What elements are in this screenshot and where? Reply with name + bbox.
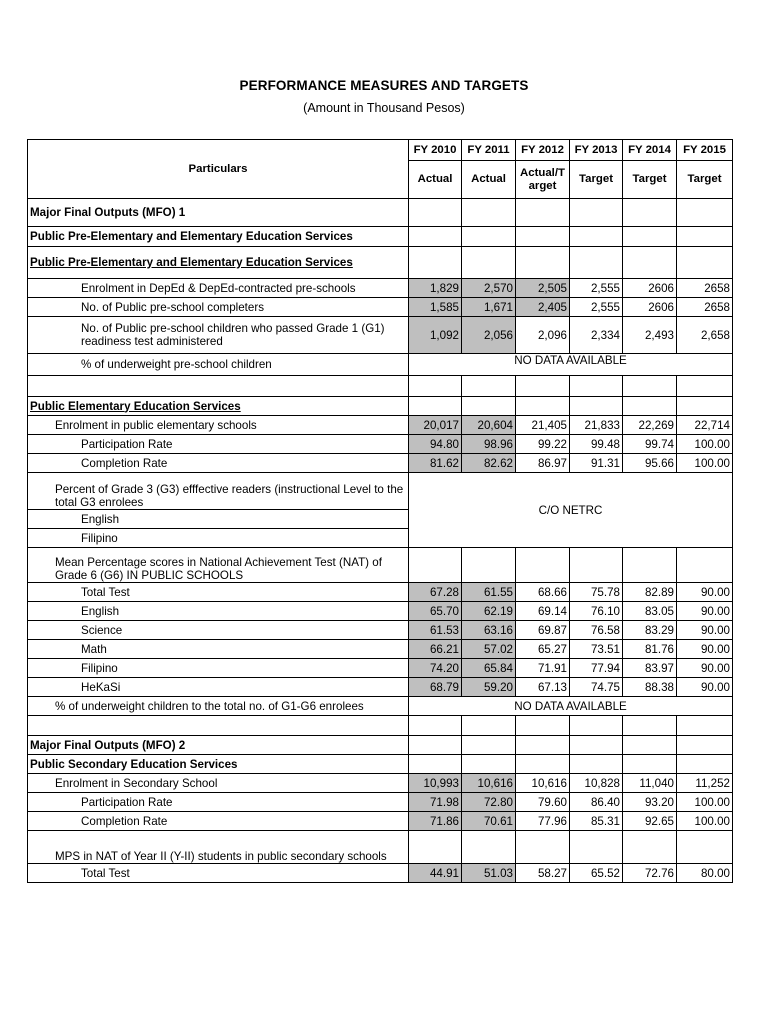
cell-value: 69.14 <box>516 602 570 621</box>
cell-value: 2,555 <box>570 298 623 317</box>
row-label: Math <box>28 640 409 659</box>
cell-value: 2606 <box>623 298 677 317</box>
cell-value: 2606 <box>623 279 677 298</box>
row-label: Total Test <box>28 583 409 602</box>
row-label: MPS in NAT of Year II (Y-II) students in public secondary schools <box>28 831 409 864</box>
cell-value: 90.00 <box>677 678 733 697</box>
table-row <box>28 736 733 755</box>
row-label: Completion Rate <box>28 812 409 831</box>
table-row <box>28 548 733 583</box>
year-header: FY 2013 <box>570 140 623 161</box>
cell-value: 68.66 <box>516 583 570 602</box>
cell-value: 74.75 <box>570 678 623 697</box>
cell-value: 98.96 <box>462 435 516 454</box>
cell-value: 77.96 <box>516 812 570 831</box>
cell-value: 82.89 <box>623 583 677 602</box>
table-row <box>28 199 733 227</box>
row-label: No. of Public pre-school children who passed Grade 1 (G1) readiness test administered <box>28 317 409 354</box>
row-label: % of underweight pre-school children <box>28 354 409 376</box>
cell-value: 99.74 <box>623 435 677 454</box>
table-row <box>28 774 733 793</box>
table-row <box>28 602 733 621</box>
cell-value: 100.00 <box>677 812 733 831</box>
cell-value: 2,658 <box>677 317 733 354</box>
type-header: Target <box>677 161 733 199</box>
cell-value: 72.80 <box>462 793 516 812</box>
table-row <box>28 793 733 812</box>
cell-value: 68.79 <box>409 678 462 697</box>
row-label: Enrolment in Secondary School <box>28 774 409 793</box>
cell-value: 2658 <box>677 279 733 298</box>
cell-value: 10,828 <box>570 774 623 793</box>
cell-value: 99.48 <box>570 435 623 454</box>
row-label: No. of Public pre-school completers <box>28 298 409 317</box>
table-row <box>28 454 733 473</box>
row-label: Total Test <box>28 864 409 883</box>
table-row <box>28 716 733 736</box>
cell-value: 90.00 <box>677 659 733 678</box>
row-label: Science <box>28 621 409 640</box>
cell-value: 90.00 <box>677 621 733 640</box>
header-row-years <box>28 140 733 161</box>
cell-value: 71.86 <box>409 812 462 831</box>
cell-value: 2,555 <box>570 279 623 298</box>
cell-value: 100.00 <box>677 454 733 473</box>
cell-value: 90.00 <box>677 640 733 659</box>
table-row <box>28 227 733 247</box>
spacer-cell <box>28 716 409 736</box>
cell-value: 85.31 <box>570 812 623 831</box>
cell-value: 11,252 <box>677 774 733 793</box>
cell-value: 61.53 <box>409 621 462 640</box>
cell-value: 65.27 <box>516 640 570 659</box>
row-label: Participation Rate <box>28 793 409 812</box>
row-label: Filipino <box>28 529 409 548</box>
cell-value: 1,829 <box>409 279 462 298</box>
table-row <box>28 659 733 678</box>
cell-value: 91.31 <box>570 454 623 473</box>
spacer-cell <box>28 376 409 397</box>
table-row <box>28 755 733 774</box>
cell-value: 63.16 <box>462 621 516 640</box>
cell-value: 22,269 <box>623 416 677 435</box>
cell-value: 2,493 <box>623 317 677 354</box>
cell-value: 88.38 <box>623 678 677 697</box>
cell-value: 21,405 <box>516 416 570 435</box>
table-row <box>28 697 733 716</box>
row-label: Completion Rate <box>28 454 409 473</box>
year-header: FY 2010 <box>409 140 462 161</box>
page-subtitle: (Amount in Thousand Pesos) <box>303 101 465 115</box>
cell-value: 86.97 <box>516 454 570 473</box>
cell-value: 80.00 <box>677 864 733 883</box>
cell-value: 66.21 <box>409 640 462 659</box>
section-heading: Major Final Outputs (MFO) 2 <box>28 736 409 755</box>
table-row <box>28 397 733 416</box>
type-header: Actual/Target <box>516 161 570 199</box>
cell-value: 90.00 <box>677 583 733 602</box>
cell-value: 73.51 <box>570 640 623 659</box>
cell-value: 2,405 <box>516 298 570 317</box>
cell-value: 57.02 <box>462 640 516 659</box>
cell-value: 94.80 <box>409 435 462 454</box>
table-row <box>28 298 733 317</box>
cell-value: 21,833 <box>570 416 623 435</box>
cell-value: 67.28 <box>409 583 462 602</box>
table-row <box>28 640 733 659</box>
cell-value: 10,616 <box>462 774 516 793</box>
cell-value: 100.00 <box>677 793 733 812</box>
performance-table <box>27 139 733 883</box>
cell-value: 1,585 <box>409 298 462 317</box>
year-header: FY 2015 <box>677 140 733 161</box>
cell-value: 22,714 <box>677 416 733 435</box>
cell-value: 61.55 <box>462 583 516 602</box>
type-header: Actual <box>462 161 516 199</box>
cell-value: 100.00 <box>677 435 733 454</box>
cell-value: 10,993 <box>409 774 462 793</box>
cell-value: 83.29 <box>623 621 677 640</box>
cell-value: 76.58 <box>570 621 623 640</box>
table-row <box>28 678 733 697</box>
section-heading: Public Pre-Elementary and Elementary Education Services <box>28 247 409 279</box>
row-label: % of underweight children to the total no. of G1-G6 enrolees <box>28 697 409 716</box>
cell-value: 2,334 <box>570 317 623 354</box>
cell-value: 95.66 <box>623 454 677 473</box>
row-label: Percent of Grade 3 (G3) efffective readers (instructional Level to the total G3 enrolees <box>28 473 409 510</box>
cell-value: 86.40 <box>570 793 623 812</box>
cell-value: 20,604 <box>462 416 516 435</box>
row-label: Enrolment in DepEd & DepEd-contracted pre-schools <box>28 279 409 298</box>
type-header: Target <box>570 161 623 199</box>
cell-value: 72.76 <box>623 864 677 883</box>
table-row <box>28 376 733 397</box>
cell-value: 82.62 <box>462 454 516 473</box>
cell-value: 74.20 <box>409 659 462 678</box>
cell-value: 83.97 <box>623 659 677 678</box>
cell-value: 2,096 <box>516 317 570 354</box>
table-row <box>28 831 733 864</box>
table-row <box>28 435 733 454</box>
co-netrc-note: C/O NETRC <box>409 473 733 548</box>
table-row <box>28 621 733 640</box>
cell-value: 67.13 <box>516 678 570 697</box>
year-header: FY 2011 <box>462 140 516 161</box>
type-header: Actual <box>409 161 462 199</box>
section-heading: Public Elementary Education Services <box>28 397 409 416</box>
particulars-header: Particulars <box>28 140 409 199</box>
table-row <box>28 317 733 354</box>
row-label: Filipino <box>28 659 409 678</box>
cell-value: 65.84 <box>462 659 516 678</box>
row-label: English <box>28 510 409 529</box>
cell-value: 65.70 <box>409 602 462 621</box>
cell-value: 90.00 <box>677 602 733 621</box>
cell-value: 71.91 <box>516 659 570 678</box>
cell-value: 1,671 <box>462 298 516 317</box>
cell-value: 76.10 <box>570 602 623 621</box>
page-title: PERFORMANCE MEASURES AND TARGETS <box>239 78 529 93</box>
cell-value: 77.94 <box>570 659 623 678</box>
cell-value: 51.03 <box>462 864 516 883</box>
cell-value: 10,616 <box>516 774 570 793</box>
cell-value: 58.27 <box>516 864 570 883</box>
table-row <box>28 473 733 510</box>
cell-value: 65.52 <box>570 864 623 883</box>
cell-value: 2,570 <box>462 279 516 298</box>
cell-value: 2658 <box>677 298 733 317</box>
row-label: Participation Rate <box>28 435 409 454</box>
cell-value: 11,040 <box>623 774 677 793</box>
table-row <box>28 279 733 298</box>
cell-value: 71.98 <box>409 793 462 812</box>
table-row <box>28 416 733 435</box>
type-header: Target <box>623 161 677 199</box>
cell-value: 59.20 <box>462 678 516 697</box>
cell-value: 75.78 <box>570 583 623 602</box>
row-label: HeKaSi <box>28 678 409 697</box>
cell-value: 99.22 <box>516 435 570 454</box>
cell-value: 92.65 <box>623 812 677 831</box>
cell-value: 70.61 <box>462 812 516 831</box>
cell-value: 1,092 <box>409 317 462 354</box>
row-label: Enrolment in public elementary schools <box>28 416 409 435</box>
section-heading: Public Secondary Education Services <box>28 755 409 774</box>
cell-value: 79.60 <box>516 793 570 812</box>
cell-value: 81.76 <box>623 640 677 659</box>
cell-value: 81.62 <box>409 454 462 473</box>
cell-value: 83.05 <box>623 602 677 621</box>
table-row <box>28 354 733 376</box>
year-header: FY 2014 <box>623 140 677 161</box>
cell-value: 62.19 <box>462 602 516 621</box>
table-row <box>28 583 733 602</box>
cell-value: 20,017 <box>409 416 462 435</box>
no-data-note: NO DATA AVAILABLE <box>409 354 733 376</box>
cell-value: 44.91 <box>409 864 462 883</box>
section-heading: Major Final Outputs (MFO) 1 <box>28 199 409 227</box>
no-data-note: NO DATA AVAILABLE <box>409 697 733 716</box>
cell-value: 69.87 <box>516 621 570 640</box>
section-heading: Public Pre-Elementary and Elementary Education Services <box>28 227 409 247</box>
cell-value: 2,056 <box>462 317 516 354</box>
table-row <box>28 812 733 831</box>
table-row <box>28 247 733 279</box>
cell-value: 93.20 <box>623 793 677 812</box>
row-label: English <box>28 602 409 621</box>
table-row <box>28 864 733 883</box>
cell-value: 2,505 <box>516 279 570 298</box>
row-label: Mean Percentage scores in National Achievement Test (NAT) of Grade 6 (G6) IN PUBLIC SCHOOLS <box>28 548 409 583</box>
year-header: FY 2012 <box>516 140 570 161</box>
